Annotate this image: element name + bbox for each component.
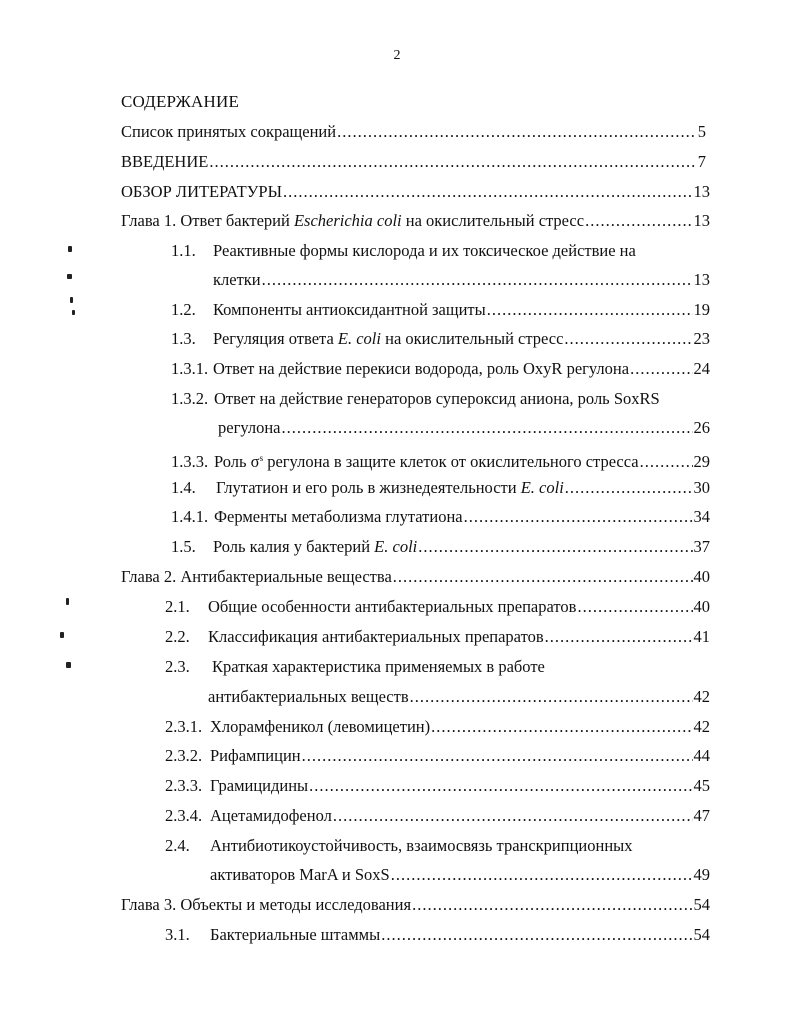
toc-entry-1-4: 1.4. Глутатион и его роль в жизнедеятельности E. coli ..... 30 [171,477,710,499]
toc-page-number: 54 [693,925,710,944]
page-number: 2 [393,48,401,63]
toc-entry-literature-review: ОБЗОР ЛИТЕРАТУРЫ ..... 13 [121,181,710,203]
toc-entry-2-3-4: 2.3.4. Ацетамидофенол ..... 47 [165,805,710,827]
toc-page-number: 26 [693,418,710,437]
toc-entry-2-3-3: 2.3.3. Грамицидины ..... 45 [165,775,710,797]
toc-entry-introduction: ВВЕДЕНИЕ ..... 7 [121,151,706,173]
toc-entry-chapter-1: Глава 1. Ответ бактерий Escherichia coli на окислительный стресс ..... 13 [121,210,710,232]
toc-entry-chapter-3: Глава 3. Объекты и методы исследования ..... 54 [121,894,710,916]
toc-entry-2-4-line1: 2.4. Антибиотикоустойчивость, взаимосвязь транскрипционных [165,836,633,855]
toc-entry-1-2: 1.2. Компоненты антиоксидантной защиты ..... 19 [171,299,710,321]
toc-entry-1-4-1: 1.4.1. Ферменты метаболизма глутатиона ..... 34 [171,506,710,528]
toc-page-number: 13 [693,211,710,230]
toc-page-number: 7 [697,152,706,171]
speck [68,246,72,252]
speck [66,598,69,605]
toc-heading: СОДЕРЖАНИЕ [121,92,240,111]
toc-entry-2-3: антибактериальных веществ ..... 42 [208,686,710,708]
toc-entry-chapter-2: Глава 2. Антибактериальные вещества ..... 40 [121,566,710,588]
toc-page-number: 42 [693,687,710,706]
toc-page-number: 29 [693,452,710,471]
toc-page-number: 42 [693,717,710,736]
toc-page-number: 41 [693,627,710,646]
toc-page-number: 40 [693,567,710,586]
toc-entry-abbreviations: Список принятых сокращений ..... 5 [121,121,706,143]
toc-page-number: 34 [693,507,710,526]
toc-page-number: 54 [693,895,710,914]
toc-entry-2-3-line1: 2.3. Краткая характеристика применяемых в работе [165,657,545,676]
toc-page-number: 47 [693,806,710,825]
speck [66,662,71,668]
toc-page-number: 5 [697,122,706,141]
toc-entry-1-1: клетки ..... 13 [213,269,710,291]
toc-entry-2-3-1: 2.3.1. Хлорамфеникол (левомицетин) ..... 42 [165,716,710,738]
toc-entry-3-1: 3.1. Бактериальные штаммы ..... 54 [165,924,710,946]
speck [60,632,64,638]
toc-entry-2-1: 2.1. Общие особенности антибактериальных препаратов ..... 40 [165,596,710,618]
toc-page-number: 19 [693,300,710,319]
toc-entry-1-3-1: 1.3.1. Ответ на действие перекиси водорода, роль OxyR регулона ..... 24 [171,358,710,380]
toc-page-number: 40 [693,597,710,616]
speck [72,310,75,315]
toc-entry-1-1-line1: 1.1. Реактивные формы кислорода и их токсическое действие на [171,241,636,260]
speck [70,297,73,303]
toc-page-number: 24 [693,359,710,378]
toc-page-number: 13 [693,270,710,289]
toc-entry-2-3-2: 2.3.2. Рифампицин ..... 44 [165,745,710,767]
toc-page-number: 49 [693,865,710,884]
toc-entry-1-3-2: регулона ..... 26 [218,417,710,439]
toc-page-number: 44 [693,746,710,765]
toc-entry-1-5: 1.5. Роль калия у бактерий E. coli ..... 37 [171,536,710,558]
toc-page-number: 23 [693,329,710,348]
speck [67,274,72,279]
toc-page-number: 30 [693,478,710,497]
toc-entry-1-3: 1.3. Регуляция ответа E. coli на окислительный стресс ..... 23 [171,328,710,350]
toc-page-number: 45 [693,776,710,795]
toc-entry-2-4: активаторов MarA и SoxS ..... 49 [210,864,710,886]
toc-entry-1-3-3: 1.3.3. Роль $\sigma^s$ регулона в защите клеток от окислительного стресса ..... 29 [171,447,710,469]
toc-entry-1-3-2-line1: 1.3.2. Ответ на действие генераторов супероксид аниона, роль SoxRS [171,389,660,408]
toc-page-number: 37 [693,537,710,556]
toc-page-number: 13 [693,182,710,201]
toc-entry-2-2: 2.2. Классификация антибактериальных препаратов ..... 41 [165,626,710,648]
